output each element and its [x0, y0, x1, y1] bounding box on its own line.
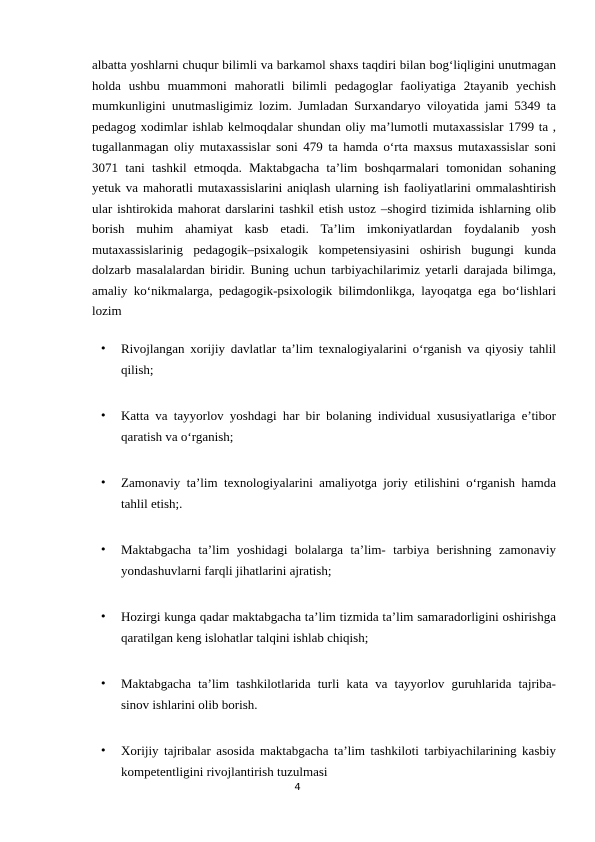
list-item-text: Rivojlangan xorijiy davlatlar ta’lim texnalogiyalarini o‘rganish va qiyosiy tahlil qilish;: [121, 341, 556, 377]
bullet-icon: •: [100, 610, 107, 623]
list-item: [92, 339, 556, 380]
list-item-text: Xorijiy tajribalar asosida maktabgacha ta’lim tashkiloti tarbiyachilarining kasbiy kompetentligini rivojlantirish tuzulmasi: [121, 743, 556, 779]
bullet-icon: •: [100, 677, 107, 690]
list-item: [92, 607, 556, 648]
bullet-icon: •: [100, 476, 107, 489]
body-paragraph: albatta yoshlarni chuqur bilimli va barkamol shaxs taqdiri bilan bog‘liqligini unutmagan holda ushbu muammoni mahoratli bilimli pedagoglar faoliyatiga 2tayanib yechish mumkunligini unutmasligimiz lozim. Jumladan Surxandaryo viloyatida jami 5349 ta pedagog xodimlar ishlab kelmoqdalar shundan oliy ma’lumotli mutaxassislar 1799 ta , tugallanmagan oliy mutaxassislar soni 479 ta hamda o‘rta maxsus mutaxassislar soni 3071 tani tashkil etmoqda. Maktabgacha ta’lim boshqarmalari tomonidan sohaning yetuk va mahoratli mutaxassislarini aniqlash ularning ish faoliyatlarini ommalashtirish ular ishtirokida mahorat darslarini tashkil etish ustoz –shogird tizimida ishlarning olib borish muhim ahamiyat kasb etadi. Ta’lim imkoniyatlardan foydalanib yosh mutaxassislarinig pedagogik–psixalogik kompetensiyasini oshirish bugungi kunda dolzarb masalalardan biridir. Buning uchun tarbiyachilarimiz yetarli darajada bilimga, amaliy ko‘nikmalarga, pedagogik-psixologik bilimdonlikga, layoqatga ega bo‘lishlari lozim: [92, 57, 556, 318]
list-item-text: Katta va tayyorlov yoshdagi har bir bolaning individual xususiyatlariga e’tibor qaratish va o‘rganish;: [121, 408, 556, 444]
list-item-text: Zamonaviy ta’lim texnologiyalarini amaliyotga joriy etilishini o‘rganish hamda tahlil etish;.: [121, 475, 556, 511]
bullet-icon: •: [100, 342, 107, 355]
bullet-icon: •: [100, 744, 107, 757]
list-item: [92, 540, 556, 581]
list-item-text: Hozirgi kunga qadar maktabgacha ta’lim tizmida ta’lim samaradorligini oshirishga qaratilgan keng islohatlar talqini ishlab chiqish;: [121, 609, 556, 645]
bullet-icon: •: [100, 409, 107, 422]
list-item: [92, 473, 556, 514]
list-item-text: Maktabgacha ta’lim yoshidagi bolalarga ta’lim- tarbiya berishning zamonaviy yondashuvlarni farqli jihatlarini ajratish;: [121, 542, 556, 578]
page-number: 4: [294, 782, 301, 793]
list-item: [92, 741, 556, 782]
list-item: [92, 406, 556, 447]
list-item: [92, 674, 556, 715]
bullet-icon: •: [100, 543, 107, 556]
bullet-list: [92, 339, 556, 782]
list-item-text: Maktabgacha ta’lim tashkilotlarida turli kata va tayyorlov guruhlarida tajriba- sinov ishlarini olib borish.: [121, 676, 556, 712]
